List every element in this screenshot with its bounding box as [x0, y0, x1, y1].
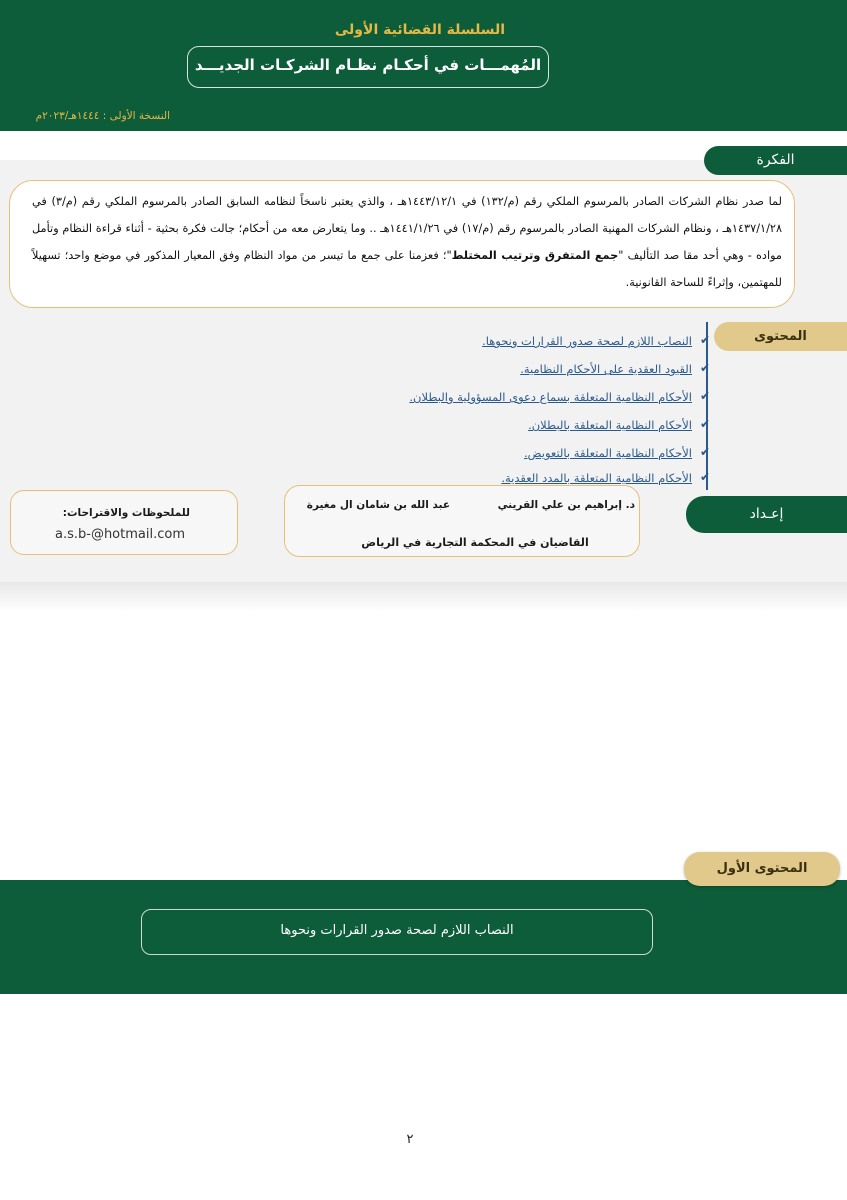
contact-label: للملحوظات والاقتراحات:: [62, 507, 190, 519]
checkmark-icon: ✔: [699, 417, 710, 431]
series-title: السلسلة القضائية الأولى: [334, 22, 506, 38]
checkmark-icon: ✔: [699, 445, 710, 459]
contact-email[interactable]: a.s.b-@hotmail.com: [55, 527, 185, 542]
contents-item-link[interactable]: القيود العقدية على الأحكام النظامية.: [520, 362, 692, 376]
contents-item-link[interactable]: الأحكام النظامية المتعلقة بالتعويض.: [524, 446, 692, 460]
preparation-tab: إعـداد: [686, 496, 847, 533]
contents-item-link[interactable]: الأحكام النظامية المتعلقة بالمدد العقدية.: [501, 471, 692, 485]
first-content-title: النصاب اللازم لصحة صدور القرارات ونحوها: [280, 923, 514, 938]
contents-item[interactable]: [300, 361, 710, 381]
idea-tab: الفكرة: [704, 146, 847, 175]
section-shadow: [0, 582, 847, 612]
contents-item[interactable]: [300, 389, 710, 409]
contents-item[interactable]: [300, 417, 710, 437]
authors-affiliation: القاضيان في المحكمة التجارية في الرياض: [361, 536, 589, 549]
idea-paragraph: [32, 188, 782, 296]
checkmark-icon: ✔: [699, 333, 710, 347]
contents-item-link[interactable]: الأحكام النظامية المتعلقة بسماع دعوى المسؤولية والبطلان.: [409, 390, 692, 404]
contents-item[interactable]: [300, 445, 710, 465]
author-name: د. إبراهيم بن علي القريني: [497, 499, 635, 511]
checkmark-icon: ✔: [699, 470, 710, 484]
checkmark-icon: ✔: [699, 389, 710, 403]
main-title: المُهمـــات في أحكـام نظـام الشركـات الجديـــد: [194, 56, 542, 74]
contents-item-link[interactable]: الأحكام النظامية المتعلقة بالبطلان.: [528, 418, 692, 432]
contents-tab: المحتوى: [714, 322, 847, 351]
idea-text-bold: جمع المتفرق وترتيب المختلط: [451, 249, 619, 262]
contact-box: [10, 490, 238, 555]
page-number: ٢: [406, 1132, 414, 1147]
first-content-tab: المحتوى الأول: [684, 852, 840, 886]
contents-item[interactable]: [300, 333, 710, 353]
checkmark-icon: ✔: [699, 361, 710, 375]
edition-label: النسخة الأولى : ١٤٤٤هـ/٢٠٢٣م: [35, 110, 170, 122]
idea-text-part1: لما صدر نظام الشركات الصادر بالمرسوم الملكي رقم (م/١٣٢) في ١٤٤٣/١٢/١هـ ، والذي يعتبر ناسخاً لنظامه السابق الصادر بالمرسوم الملكي رقم (م/٣) في ١٤٣٧/١/٢٨هـ ، ونظام الشركات المهنية الصادر بالمرسوم رقم (م/١٧) في ١٤٤١/١/٢٦هـ .. وما يتعارض معه من أحكام؛ جالت فكرة بحثية - أثناء قراءة النظام وتأمل مواده - وهي أحد مقا صد التأليف ": [32, 195, 783, 262]
author-name: عبد الله بن شامان ال مغيرة: [306, 499, 450, 511]
idea-text-part2: "؛ فعزمنا على جمع ما تيسر من مواد النظام وفق المعيار المذكور في موضع واحد؛ تسهيلاً للمهتمين، وإثراءً للساحة القانونية.: [32, 249, 782, 289]
contents-item-link[interactable]: النصاب اللازم لصحة صدور القرارات ونحوها.: [482, 334, 692, 348]
